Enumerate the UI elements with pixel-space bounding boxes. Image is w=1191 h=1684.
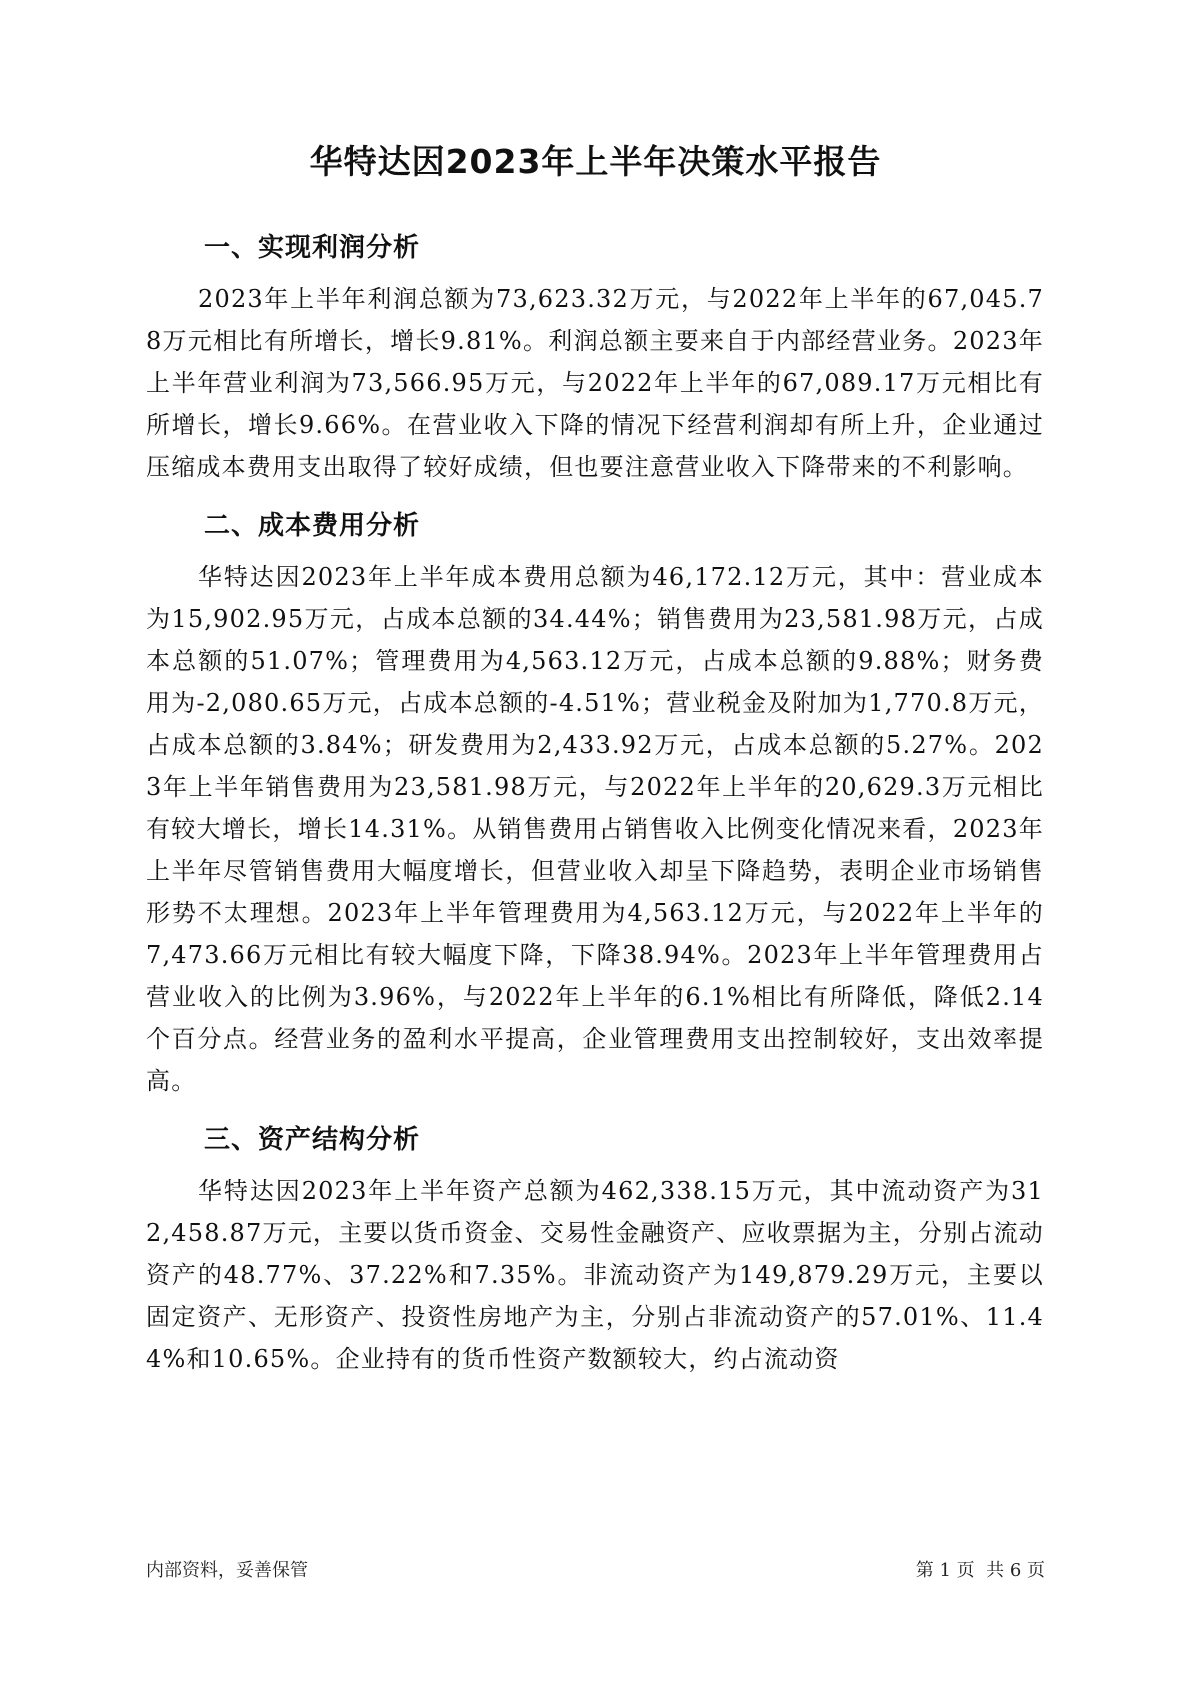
document-body — [146, 228, 1044, 1398]
footer-page-number: 第 1 页 共 6 页 — [915, 1560, 1045, 1581]
section-heading-profit: 一、实现利润分析 — [204, 233, 421, 263]
section-paragraph-profit: 2023年上半年利润总额为73,623.32万元，与2022年上半年的67,045.78万元相比有所增长，增长9.81%。利润总额主要来自于内部经营业务。2023年上半年营业利润为73,566.95万元，与2022年上半年的67,089.17万元相比有所增长，增长9.66%。在营业收入下降的情况下经营利润却有所上升，企业通过压缩成本费用支出取得了较好成绩，但也要注意营业收入下降带来的不利影响。 — [146, 285, 1044, 481]
section-heading-assets: 三、资产结构分析 — [204, 1125, 421, 1155]
section-paragraph-cost: 华特达因2023年上半年成本费用总额为46,172.12万元，其中：营业成本为15,902.95万元，占成本总额的34.44%；销售费用为23,581.98万元，占成本总额的51.07%；管理费用为4,563.12万元，占成本总额的9.88%；财务费用为-2,080.65万元，占成本总额的-4.51%；营业税金及附加为1,770.8万元，占成本总额的3.84%；研发费用为2,433.92万元，占成本总额的5.27%。2023年上半年销售费用为23,581.98万元，与2022年上半年的20,629.3万元相比有较大增长，增长14.31%。从销售费用占销售收入比例变化情况来看，2023年上半年尽管销售费用大幅度增长，但营业收入却呈下降趋势，表明企业市场销售形势不太理想。2023年上半年管理费用为4,563.12万元，与2022年上半年的7,473.66万元相比有较大幅度下降，下降38.94%。2023年上半年管理费用占营业收入的比例为3.96%，与2022年上半年的6.1%相比有所降低，降低2.14个百分点。经营业务的盈利水平提高，企业管理费用支出控制较好，支出效率提高。 — [146, 563, 1044, 1095]
section-paragraph-assets: 华特达因2023年上半年资产总额为462,338.15万元，其中流动资产为312,458.87万元，主要以货币资金、交易性金融资产、应收票据为主，分别占流动资产的48.77%、37.22%和7.35%。非流动资产为149,879.29万元，主要以固定资产、无形资产、投资性房地产为主，分别占非流动资产的57.01%、11.44%和10.65%。企业持有的货币性资产数额较大，约占流动资 — [146, 1177, 1044, 1373]
footer-confidential-note: 内部资料，妥善保管 — [146, 1560, 308, 1581]
document-title: 华特达因2023年上半年决策水平报告 — [309, 142, 882, 181]
section-heading-cost: 二、成本费用分析 — [204, 511, 421, 541]
